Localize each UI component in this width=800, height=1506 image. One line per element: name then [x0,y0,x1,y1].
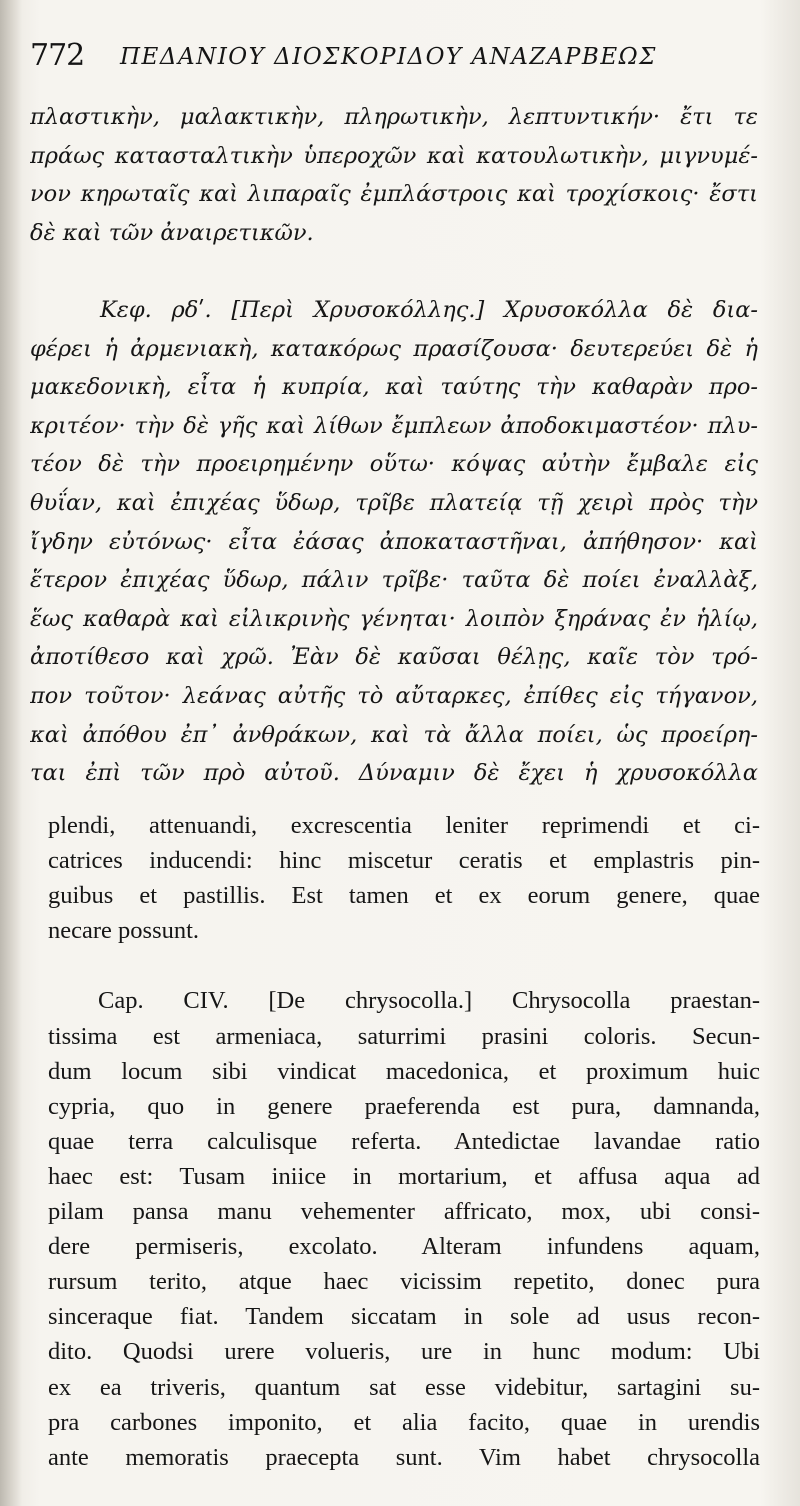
greek-line: ται ἐπὶ τῶν πρὸ αὐτοῦ. Δύναμιν δὲ ἔχει ἡ χρυσοκόλλα [30,760,758,787]
greek-line: καὶ ἀπόθου ἐπ᾽ ἀνθράκων, καὶ τὰ ἄλλα ποίει, ὡς προείρη- [30,721,758,748]
latin-line: pilam pansa manu vehementer affricato, mox, ubi consi- [48,1198,760,1226]
greek-line: ἀποτίθεσο καὶ χρῶ. Ἐὰν δὲ καῦσαι θέλῃς, καῖε τὸν τρό- [30,644,758,671]
greek-line: ἕτερον ἐπιχέας ὕδωρ, πάλιν τρῖβε· ταῦτα δὲ ποίει ἐναλλὰξ, [30,567,758,594]
page-gutter-shadow [0,0,22,1506]
greek-chapter-heading-line: Κεφ. ρδʹ. [Περὶ Χρυσοκόλλης.] Χρυσοκόλλα δὲ δια- [100,296,758,323]
latin-text-block [48,808,760,1475]
running-head: ΠΕΔΑΝΙΟΥ ΔΙΟΣΚΟΡΙΔΟΥ ΑΝΑΖΑΡΒΕΩΣ [120,44,657,70]
latin-line: dito. Quodsi urere volueris, ure in hunc modum: Ubi [48,1338,760,1366]
latin-line: cypria, quo in genere praeferenda est pura, damnanda, [48,1092,760,1120]
greek-line: δὲ καὶ τῶν ἀναιρετικῶν. [30,219,314,246]
latin-line: ex ea triveris, quantum sat esse videbitur, sartagini su- [48,1373,760,1401]
latin-line: haec est: Tusam iniice in mortarium, et affusa aqua ad [48,1162,760,1190]
greek-line: πλαστικὴν, μαλακτικὴν, πληρωτικὴν, λεπτυντικήν· ἔτι τε [30,104,758,130]
greek-line: μακεδονικὴ, εἶτα ἡ κυπρία, καὶ ταύτης τὴν καθαρὰν προ- [30,374,758,401]
latin-chapter-heading-line: Cap. CIV. [De chrysocolla.] Chrysocolla praestan- [98,987,760,1015]
latin-line: ante memoratis praecepta sunt. Vim habet chrysocolla [48,1443,760,1471]
latin-line: quae terra calculisque referta. Antedictae lavandae ratio [48,1127,760,1155]
greek-line: πον τοῦτον· λεάνας αὐτῆς τὸ αὔταρκες, ἐπίθες εἰς τήγανον, [30,682,758,709]
greek-line: κριτέον· τὴν δὲ γῆς καὶ λίθων ἔμπλεων ἀποδοκιμαστέον· πλυ- [30,412,758,439]
greek-line: ἕως καθαρὰ καὶ εἰλικρινὴς γένηται· λοιπὸν ξηράνας ἐν ἡλίῳ, [30,605,758,632]
greek-line: θυΐαν, καὶ ἐπιχέας ὕδωρ, τρῖβε πλατείᾳ τῇ χειρὶ πρὸς τὴν [30,489,758,516]
latin-line: sinceraque fiat. Tandem siccatam in sole ad usus recon- [48,1303,760,1331]
page-header [30,38,770,78]
latin-line: necare possunt. [48,917,200,945]
greek-line: νον κηρωταῖς καὶ λιπαραῖς ἐμπλάστροις καὶ τροχίσκοις· ἔστι [30,181,758,208]
paragraph-gap [30,252,758,291]
greek-line: ἴγδην εὐτόνως· εἶτα ἐάσας ἀποκαταστῆναι, ἀπήθησον· καὶ [30,528,758,555]
latin-line: rursum terito, atque haec vicissim repetito, donec pura [48,1268,760,1296]
latin-line: guibus et pastillis. Est tamen et ex eorum genere, quae [48,882,760,910]
latin-line: dum locum sibi vindicat macedonica, et proximum huic [48,1057,760,1085]
greek-line: φέρει ἡ ἀρμενιακὴ, κατακόρως πρασίζουσα· δευτερεύει δὲ ἡ [30,335,758,362]
paragraph-gap [48,948,760,983]
latin-line: tissima est armeniaca, saturrimi prasini coloris. Secun- [48,1022,760,1050]
page-number: 772 [30,38,85,73]
latin-line: pra carbones imponito, et alia facito, quae in urendis [48,1408,760,1436]
latin-line: dere permiseris, excolato. Alteram infundens aquam, [48,1233,760,1261]
greek-line: πράως κατασταλτικὴν ὑπεροχῶν καὶ κατουλωτικὴν, μιγνυμέ- [30,142,758,169]
latin-line: catrices inducendi: hinc miscetur ceratis et emplastris pin- [48,847,760,875]
latin-line: plendi, attenuandi, excrescentia leniter reprimendi et ci- [48,812,760,839]
greek-text-block [30,98,758,793]
greek-line: τέον δὲ τὴν προειρημένην οὕτω· κόψας αὐτὴν ἔμβαλε εἰς [30,451,758,478]
